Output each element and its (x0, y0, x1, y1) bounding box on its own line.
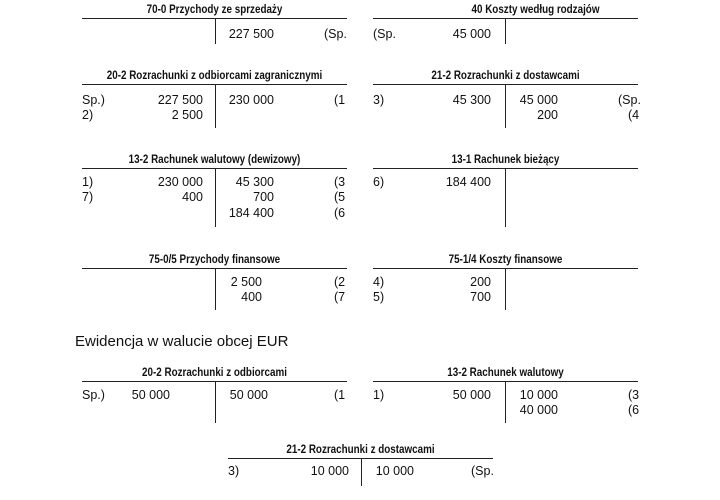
right-ref: (5 (334, 190, 346, 204)
account-title: 75-0/5 Przychody finansowe (148, 252, 281, 266)
right-ref: (7 (334, 290, 346, 304)
right-ref: (3 (628, 388, 640, 402)
right-amount: 50 000 (229, 388, 268, 402)
left-amount: 45 300 (452, 93, 491, 107)
left-amount: 700 (470, 290, 491, 304)
right-amount: 10 000 (375, 464, 414, 478)
right-amount: 40 000 (519, 403, 558, 417)
t-account-eur-20-2 (82, 365, 347, 423)
left-ref: Sp.) (82, 93, 105, 107)
left-amount: 400 (182, 190, 203, 204)
right-ref: (2 (334, 275, 346, 289)
right-ref: (Sp. (471, 464, 494, 478)
account-title: 40 Koszty według rodzajów (471, 2, 600, 16)
account-title: 21-2 Rozrachunki z dostawcami (431, 68, 580, 82)
account-middle-line (215, 18, 216, 44)
account-middle-line (505, 168, 506, 227)
right-amount: 45 000 (519, 93, 558, 107)
left-amount: 200 (470, 275, 491, 289)
left-amount: 10 000 (310, 464, 349, 478)
right-amount: 200 (537, 108, 558, 122)
account-title: 20-2 Rozrachunki z odbiorcami zagranicznymi (106, 68, 323, 82)
left-ref: Sp.) (82, 388, 105, 402)
right-ref: (1 (334, 388, 346, 402)
account-title: 75-1/4 Koszty finansowe (448, 252, 563, 266)
account-middle-line (361, 458, 362, 486)
account-title: 70-0 Przychody ze sprzedaży (146, 2, 283, 16)
left-amount: 2 500 (171, 108, 203, 122)
left-amount: 227 500 (157, 93, 203, 107)
left-ref: 1) (373, 388, 385, 402)
left-ref: 3) (228, 464, 240, 478)
left-amount: 184 400 (445, 175, 491, 189)
t-account-21-2 (373, 68, 641, 128)
right-ref: (6 (628, 403, 640, 417)
right-ref: (Sp. (618, 93, 641, 107)
right-amount: 45 300 (235, 175, 274, 189)
account-middle-line (505, 381, 506, 423)
t-account-40 (373, 2, 638, 42)
account-title: 20-2 Rozrachunki z odbiorcami (142, 365, 287, 379)
t-account-70-0 (82, 2, 347, 42)
left-ref: 6) (373, 175, 385, 189)
right-amount: 227 500 (228, 27, 274, 41)
t-account-eur-21-2 (228, 442, 493, 486)
left-amount: 230 000 (157, 175, 203, 189)
right-ref: (3 (334, 175, 346, 189)
left-ref: 4) (373, 275, 385, 289)
left-ref: 5) (373, 290, 385, 304)
account-middle-line (215, 268, 216, 310)
account-middle-line (505, 84, 506, 128)
left-amount: 50 000 (131, 388, 170, 402)
t-account-75-0-5 (82, 252, 347, 310)
left-amount: 45 000 (452, 27, 491, 41)
left-ref: (Sp. (373, 27, 396, 41)
right-amount: 230 000 (228, 93, 274, 107)
right-amount: 700 (253, 190, 274, 204)
right-amount: 10 000 (519, 388, 558, 402)
left-ref: 3) (373, 93, 385, 107)
left-amount: 50 000 (452, 388, 491, 402)
right-ref: (4 (628, 108, 640, 122)
t-account-13-1 (373, 152, 638, 227)
right-amount: 184 400 (228, 206, 274, 220)
left-ref: 2) (82, 108, 94, 122)
account-title: 13-2 Rachunek walutowy (dewizowy) (128, 152, 301, 166)
account-title: 13-2 Rachunek walutowy (447, 365, 564, 379)
account-middle-line (505, 268, 506, 310)
left-ref: 1) (82, 175, 94, 189)
account-middle-line (215, 381, 216, 423)
right-amount: 400 (241, 290, 262, 304)
t-account-eur-13-2 (373, 365, 638, 423)
right-amount: 2 500 (230, 275, 262, 289)
account-middle-line (215, 84, 216, 128)
account-title: 13-1 Rachunek bieżący (451, 152, 560, 166)
left-ref: 7) (82, 190, 94, 204)
t-account-13-2 (82, 152, 347, 227)
right-ref: (6 (334, 206, 346, 220)
right-ref: (1 (334, 93, 346, 107)
t-account-75-1-4 (373, 252, 638, 310)
t-account-20-2 (82, 68, 347, 128)
right-ref: (Sp. (324, 27, 347, 41)
section-title-eur: Ewidencja w walucie obcej EUR (75, 333, 289, 350)
account-middle-line (505, 18, 506, 44)
account-title: 21-2 Rozrachunki z dostawcami (286, 442, 435, 456)
account-middle-line (215, 168, 216, 227)
